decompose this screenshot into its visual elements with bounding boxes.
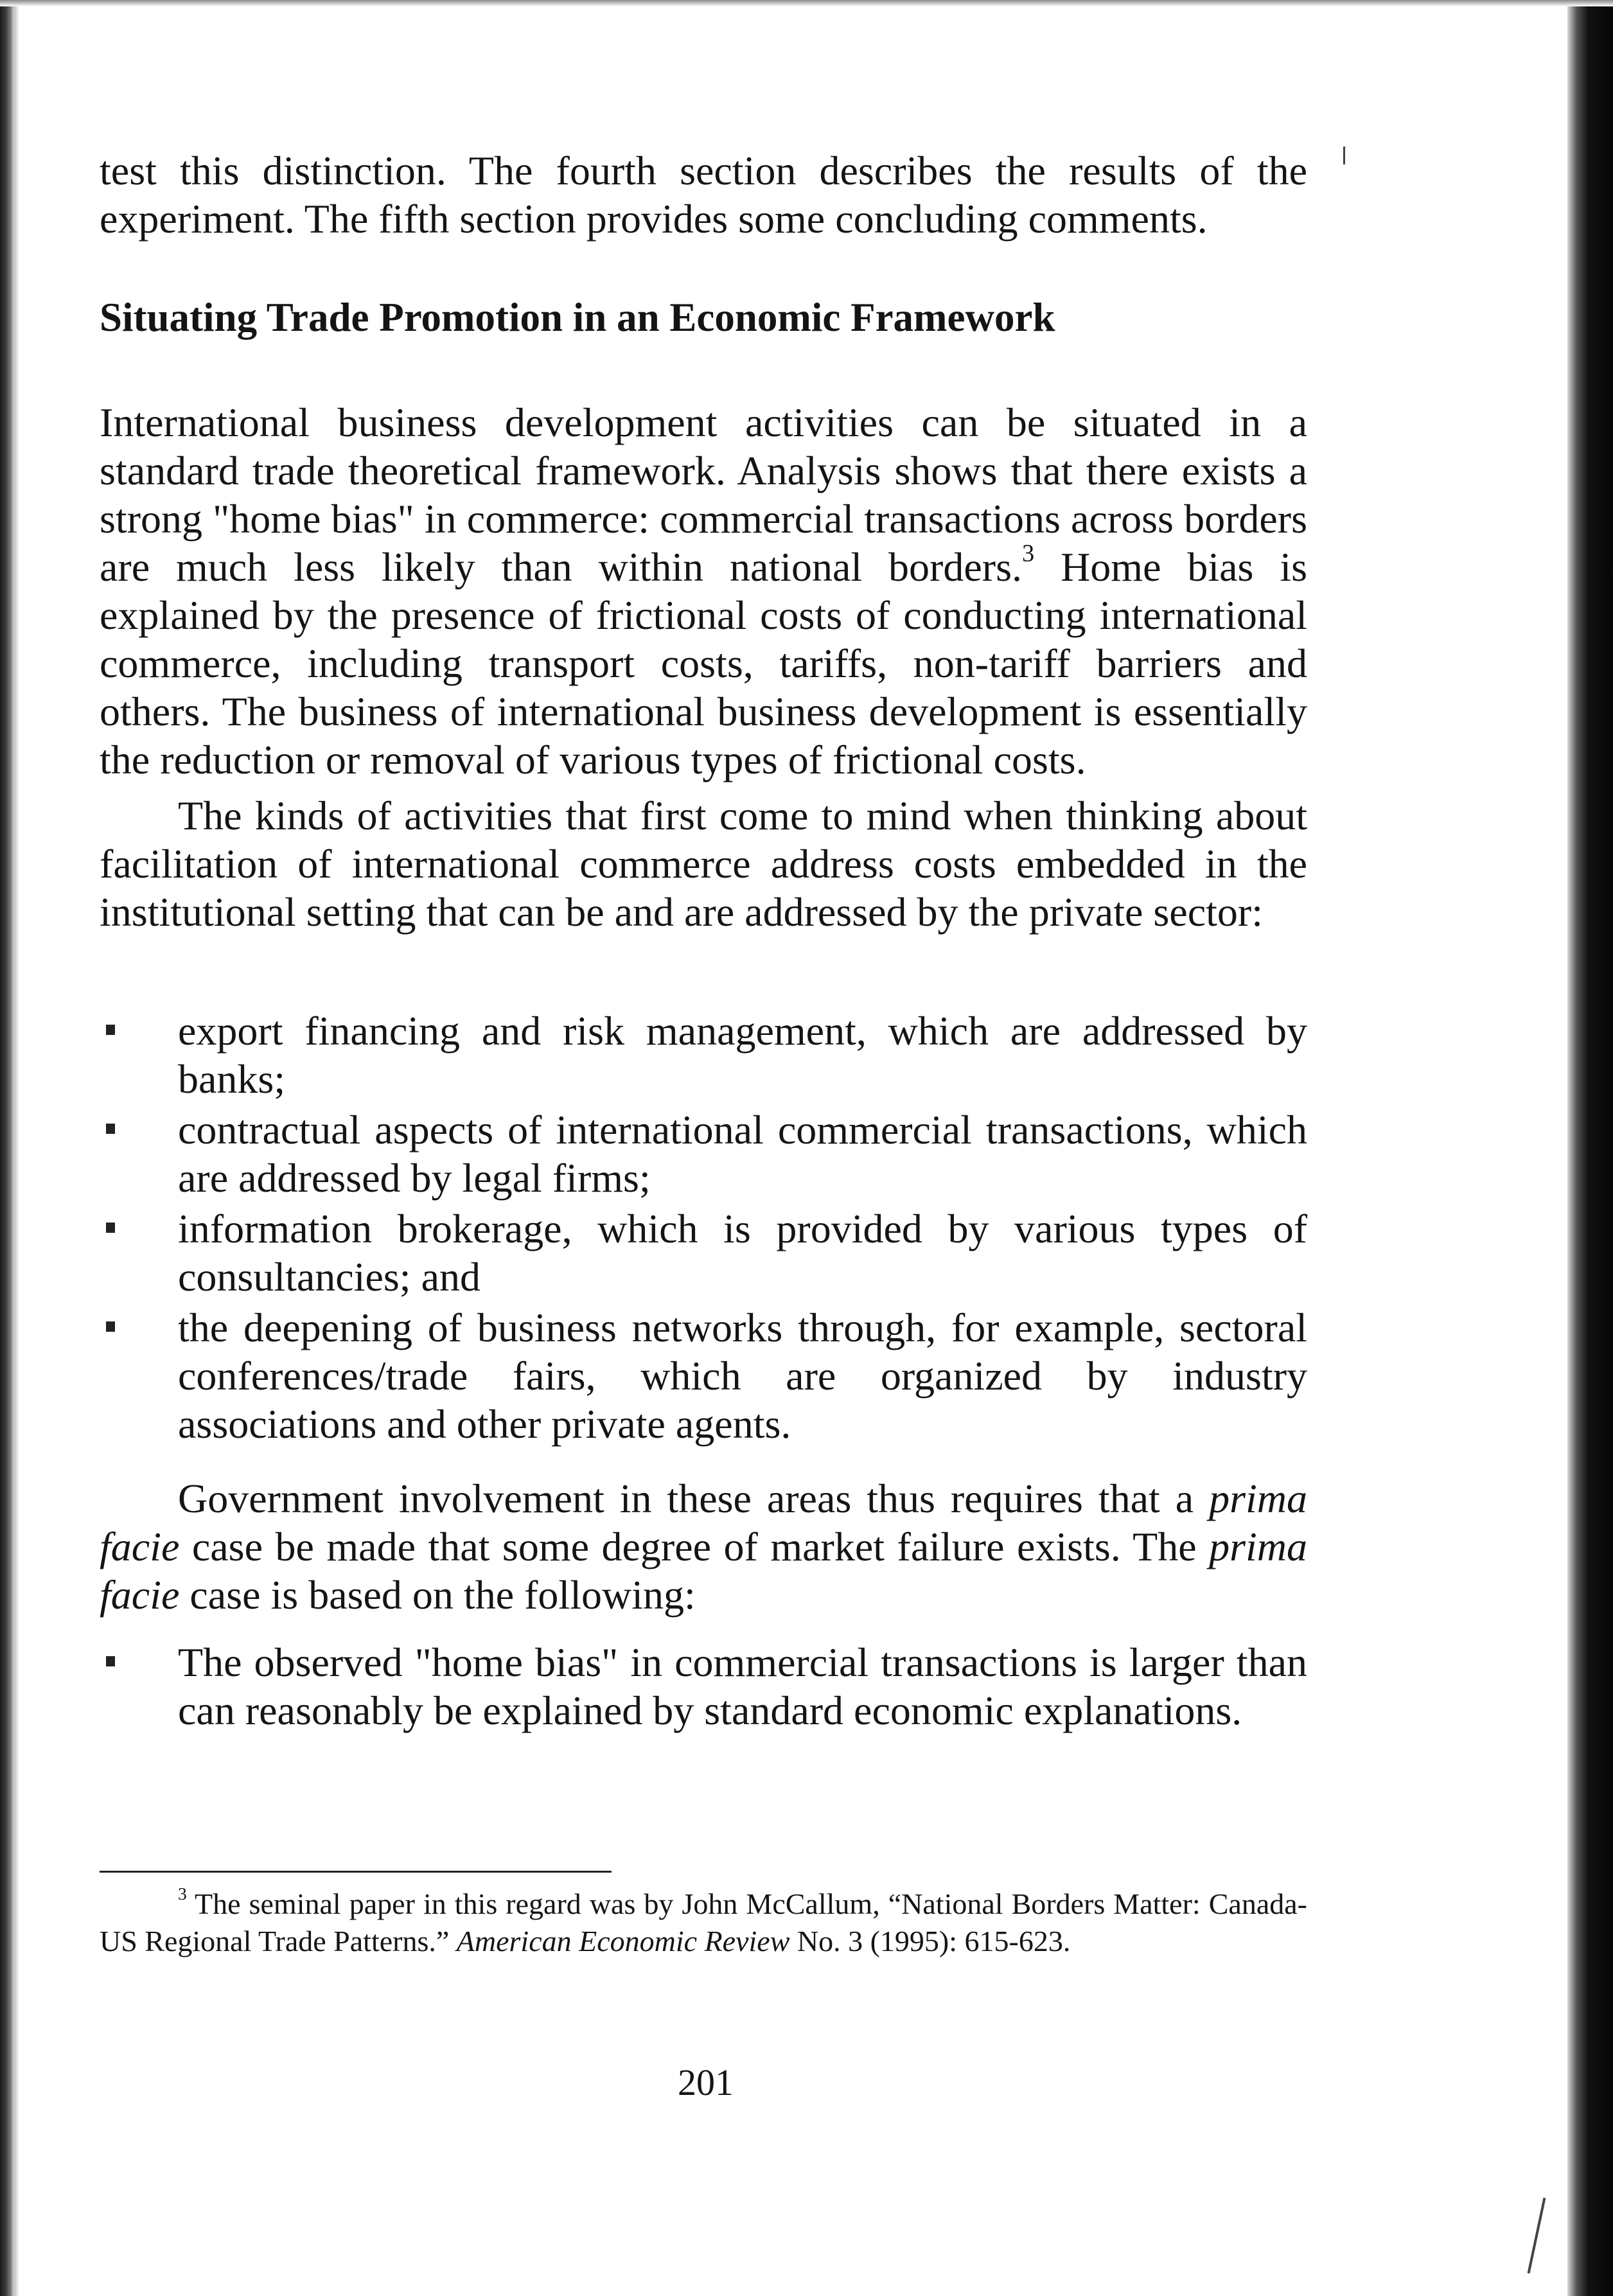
square-bullet-icon xyxy=(106,1321,115,1332)
footnote-reference: 3 xyxy=(1022,540,1035,567)
list-item-text: information brokerage, which is provided by various types of consultancies; and xyxy=(178,1206,1307,1300)
list-item xyxy=(100,1106,1307,1202)
square-bullet-icon xyxy=(106,1025,115,1035)
book-spine-shadow xyxy=(0,0,14,2296)
para3-text-1: Government involvement in these areas thus requires that a xyxy=(178,1476,1210,1521)
para1-text-end: Home bias is explained by the presence of frictional costs of conducting international commerce, including transport costs, tariffs, non-tariff barriers and others. The business of international business development is essentially the reduction or removal of various types of frictional costs. xyxy=(100,544,1308,782)
page-number: 201 xyxy=(678,2062,734,2103)
section-heading: Situating Trade Promotion in an Economic Framework xyxy=(100,295,1055,340)
square-bullet-icon xyxy=(106,1124,115,1134)
body-paragraph-1 xyxy=(100,398,1307,784)
body-paragraph-2: The kinds of activities that first come to mind when thinking about facilitation of international commerce address costs embedded in the institutional setting that can be and are addressed by the private sector: xyxy=(100,793,1307,935)
square-bullet-icon xyxy=(106,1223,115,1233)
footnote-number: 3 xyxy=(178,1883,187,1903)
top-edge-shadow xyxy=(0,0,1613,6)
private-sector-bullet-list xyxy=(100,1007,1307,1451)
para3-text-2: case be made that some degree of market failure exists. The xyxy=(179,1524,1210,1569)
body-paragraph-3 xyxy=(100,1474,1307,1619)
list-item xyxy=(100,1638,1307,1735)
list-item-text: contractual aspects of international commercial transactions, which are addressed by legal firms; xyxy=(178,1107,1307,1201)
list-item-text: export financing and risk management, which are addressed by banks; xyxy=(178,1008,1307,1102)
square-bullet-icon xyxy=(106,1656,115,1666)
scan-mark xyxy=(1343,146,1345,164)
list-item xyxy=(100,1303,1307,1448)
list-item xyxy=(100,1205,1307,1301)
italic-term: prima facie xyxy=(100,1476,1307,1569)
journal-title: American Economic Review xyxy=(456,1925,790,1957)
para3-text-3: case is based on the following: xyxy=(179,1572,696,1618)
government-bullet-list xyxy=(100,1638,1307,1737)
list-item-text: The observed "home bias" in commercial transactions is larger than can reasonably be explained by standard economic explanations. xyxy=(178,1639,1307,1733)
book-spine-edge xyxy=(14,0,19,2296)
footnote-separator xyxy=(100,1871,612,1873)
scan-mark xyxy=(1528,2198,1546,2274)
list-item xyxy=(100,1007,1307,1103)
footnote-text-end: No. 3 (1995): 615-623. xyxy=(789,1925,1071,1957)
footnote-text-start: The seminal paper in this regard was by John McCallum, “National Borders Matter: Canada-US Regional Trade Patterns.” xyxy=(100,1887,1308,1957)
italic-term: prima facie xyxy=(100,1524,1307,1618)
continuation-paragraph: test this distinction. The fourth section describes the results of the experiment. The fifth section provides some concluding comments. xyxy=(100,148,1307,242)
footnote xyxy=(100,1885,1307,1960)
page-edge-shadow xyxy=(1567,0,1613,2296)
para1-text-start: International business development activities can be situated in a standard trade theoretical framework. Analysis shows that there exists a strong "home bias" in commerce: commercial transactions across borders are much less likely than within national borders. xyxy=(100,400,1307,590)
list-item-text: the deepening of business networks through, for example, sectoral conferences/trade fairs, which are organized by industry associations and other private agents. xyxy=(178,1305,1307,1447)
